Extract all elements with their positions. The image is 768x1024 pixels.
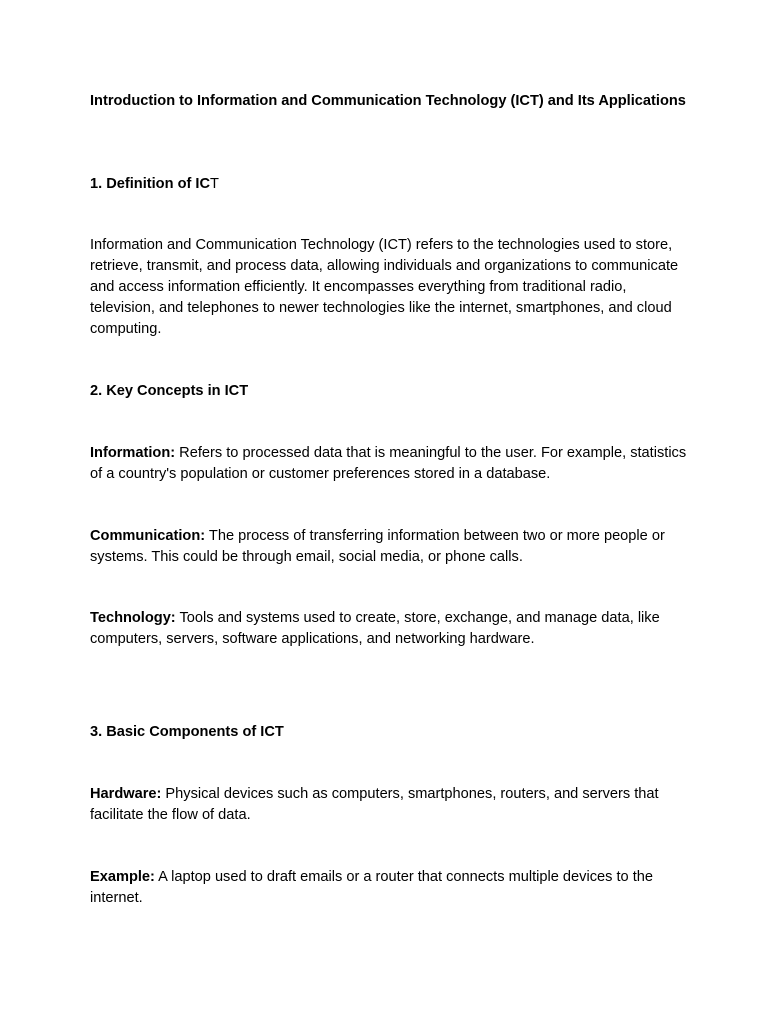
- section-1-paragraph: Information and Communication Technology (ICT) refers to the technologies used to store, retrieve, transmit, and process data, allowing individuals and organizations to communicate and access information efficiently. It encompasses everything from traditional radio, television, and telephones to newer technologies like the internet, smartphones, and cloud computing.: [90, 237, 679, 337]
- concept-term: Communication:: [90, 528, 206, 544]
- section-2-heading: 2. Key Concepts in ICT: [90, 383, 249, 399]
- section-1-heading-bold: 1. Definition of IC: [90, 176, 210, 192]
- component-example: [90, 867, 690, 909]
- concept-text: The process of transferring information between two or more people or systems. This could be through email, social media, or phone calls.: [90, 528, 665, 565]
- concept-term: Technology:: [90, 610, 176, 626]
- concept-technology: [90, 608, 690, 650]
- component-hardware: [90, 784, 690, 826]
- concept-text: Tools and systems used to create, store, exchange, and manage data, like computers, servers, software applications, and networking hardware.: [90, 610, 660, 647]
- concept-term: Information:: [90, 445, 176, 461]
- section-1-heading: [90, 174, 690, 195]
- concept-communication: [90, 526, 690, 568]
- component-term: Hardware:: [90, 786, 162, 802]
- concept-information: [90, 443, 690, 485]
- component-term: Example:: [90, 869, 155, 885]
- section-1-heading-tail: T: [210, 176, 219, 192]
- section-3-heading: 3. Basic Components of ICT: [90, 724, 284, 740]
- component-text: A laptop used to draft emails or a router that connects multiple devices to the internet.: [90, 869, 653, 906]
- component-text: Physical devices such as computers, smartphones, routers, and servers that facilitate the flow of data.: [90, 786, 659, 823]
- document-title: Introduction to Information and Communication Technology (ICT) and Its Applications: [90, 93, 686, 109]
- concept-text: Refers to processed data that is meaningful to the user. For example, statistics of a country's population or customer preferences stored in a database.: [90, 445, 687, 482]
